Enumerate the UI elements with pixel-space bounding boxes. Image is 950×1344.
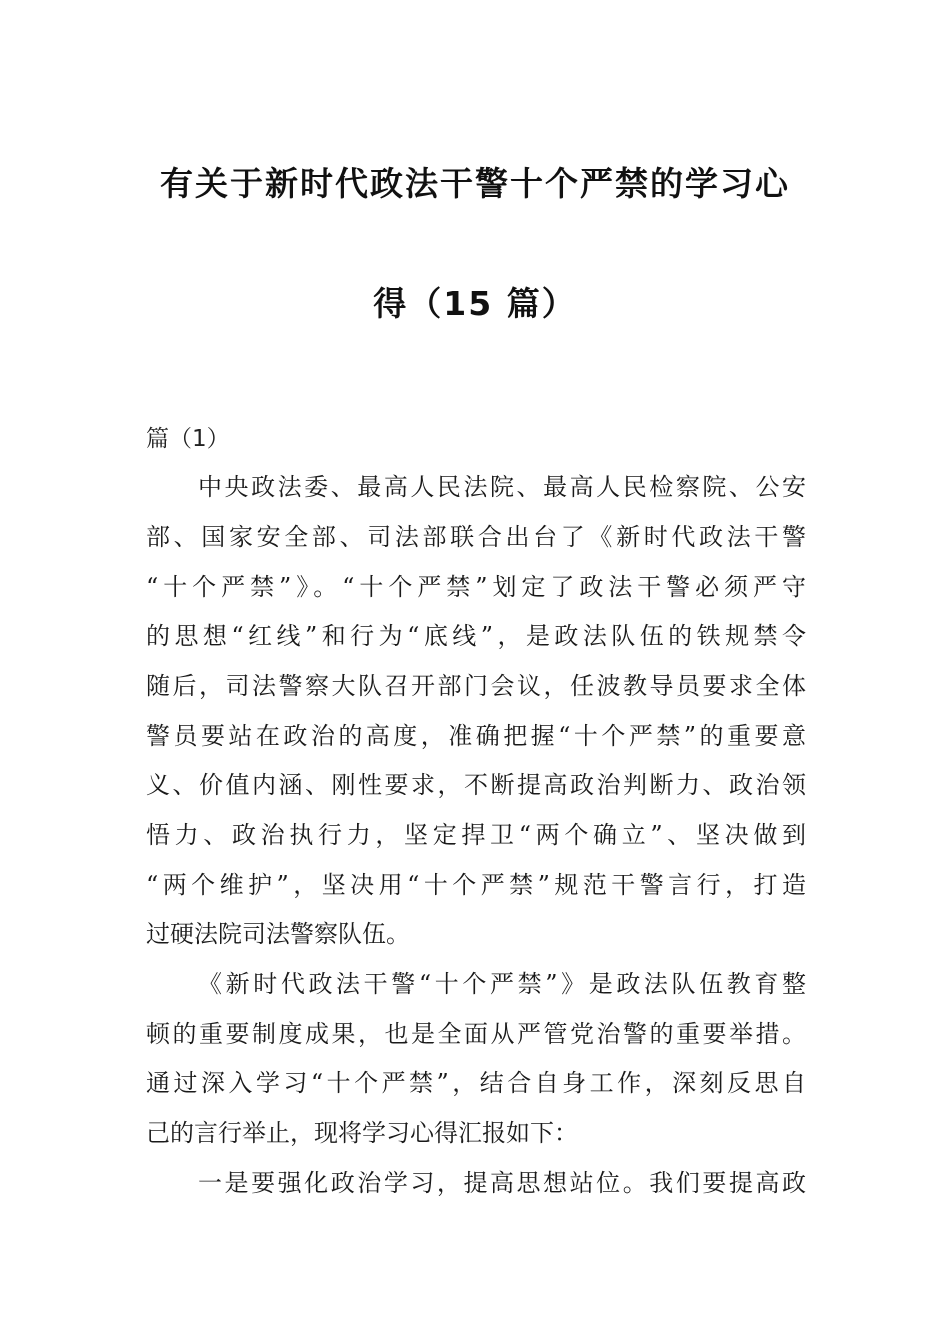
paragraph-line: “十个严禁”》。“十个严禁”划定了政法干警必须严守 <box>146 573 806 601</box>
document-title-line-1: 有关于新时代政法干警十个严禁的学习心 <box>160 164 790 203</box>
paragraph-line: 过硬法院司法警察队伍。 <box>146 920 410 948</box>
paragraph-line: 的思想“红线”和行为“底线”，是政法队伍的铁规禁令 <box>146 622 806 650</box>
paragraph-line: 一是要强化政治学习，提高思想站位。我们要提高政 <box>198 1169 806 1197</box>
document-title-line-2: 得（15 篇） <box>373 284 577 323</box>
paragraph-line: 通过深入学习“十个严禁”，结合自身工作，深刻反思自 <box>146 1069 806 1097</box>
paragraph-line: “两个维护”，坚决用“十个严禁”规范干警言行，打造 <box>146 871 806 899</box>
paragraph-line: 《新时代政法干警“十个严禁”》是政法队伍教育整 <box>198 970 806 998</box>
paragraph-line: 警员要站在政治的高度，准确把握“十个严禁”的重要意 <box>146 722 806 750</box>
section-label: 篇（1） <box>146 426 230 452</box>
paragraph-line: 顿的重要制度成果，也是全面从严管党治警的重要举措。 <box>146 1020 806 1048</box>
paragraph-line: 中央政法委、最高人民法院、最高人民检察院、公安 <box>198 473 806 501</box>
paragraph-line: 己的言行举止，现将学习心得汇报如下： <box>146 1119 578 1147</box>
paragraph-line: 悟力、政治执行力，坚定捍卫“两个确立”、坚决做到 <box>146 821 806 849</box>
paragraph-line: 部、国家安全部、司法部联合出台了《新时代政法干警 <box>146 523 806 551</box>
paragraph-line: 随后，司法警察大队召开部门会议，任波教导员要求全体 <box>146 672 806 700</box>
paragraph-line: 义、价值内涵、刚性要求，不断提高政治判断力、政治领 <box>146 771 806 799</box>
